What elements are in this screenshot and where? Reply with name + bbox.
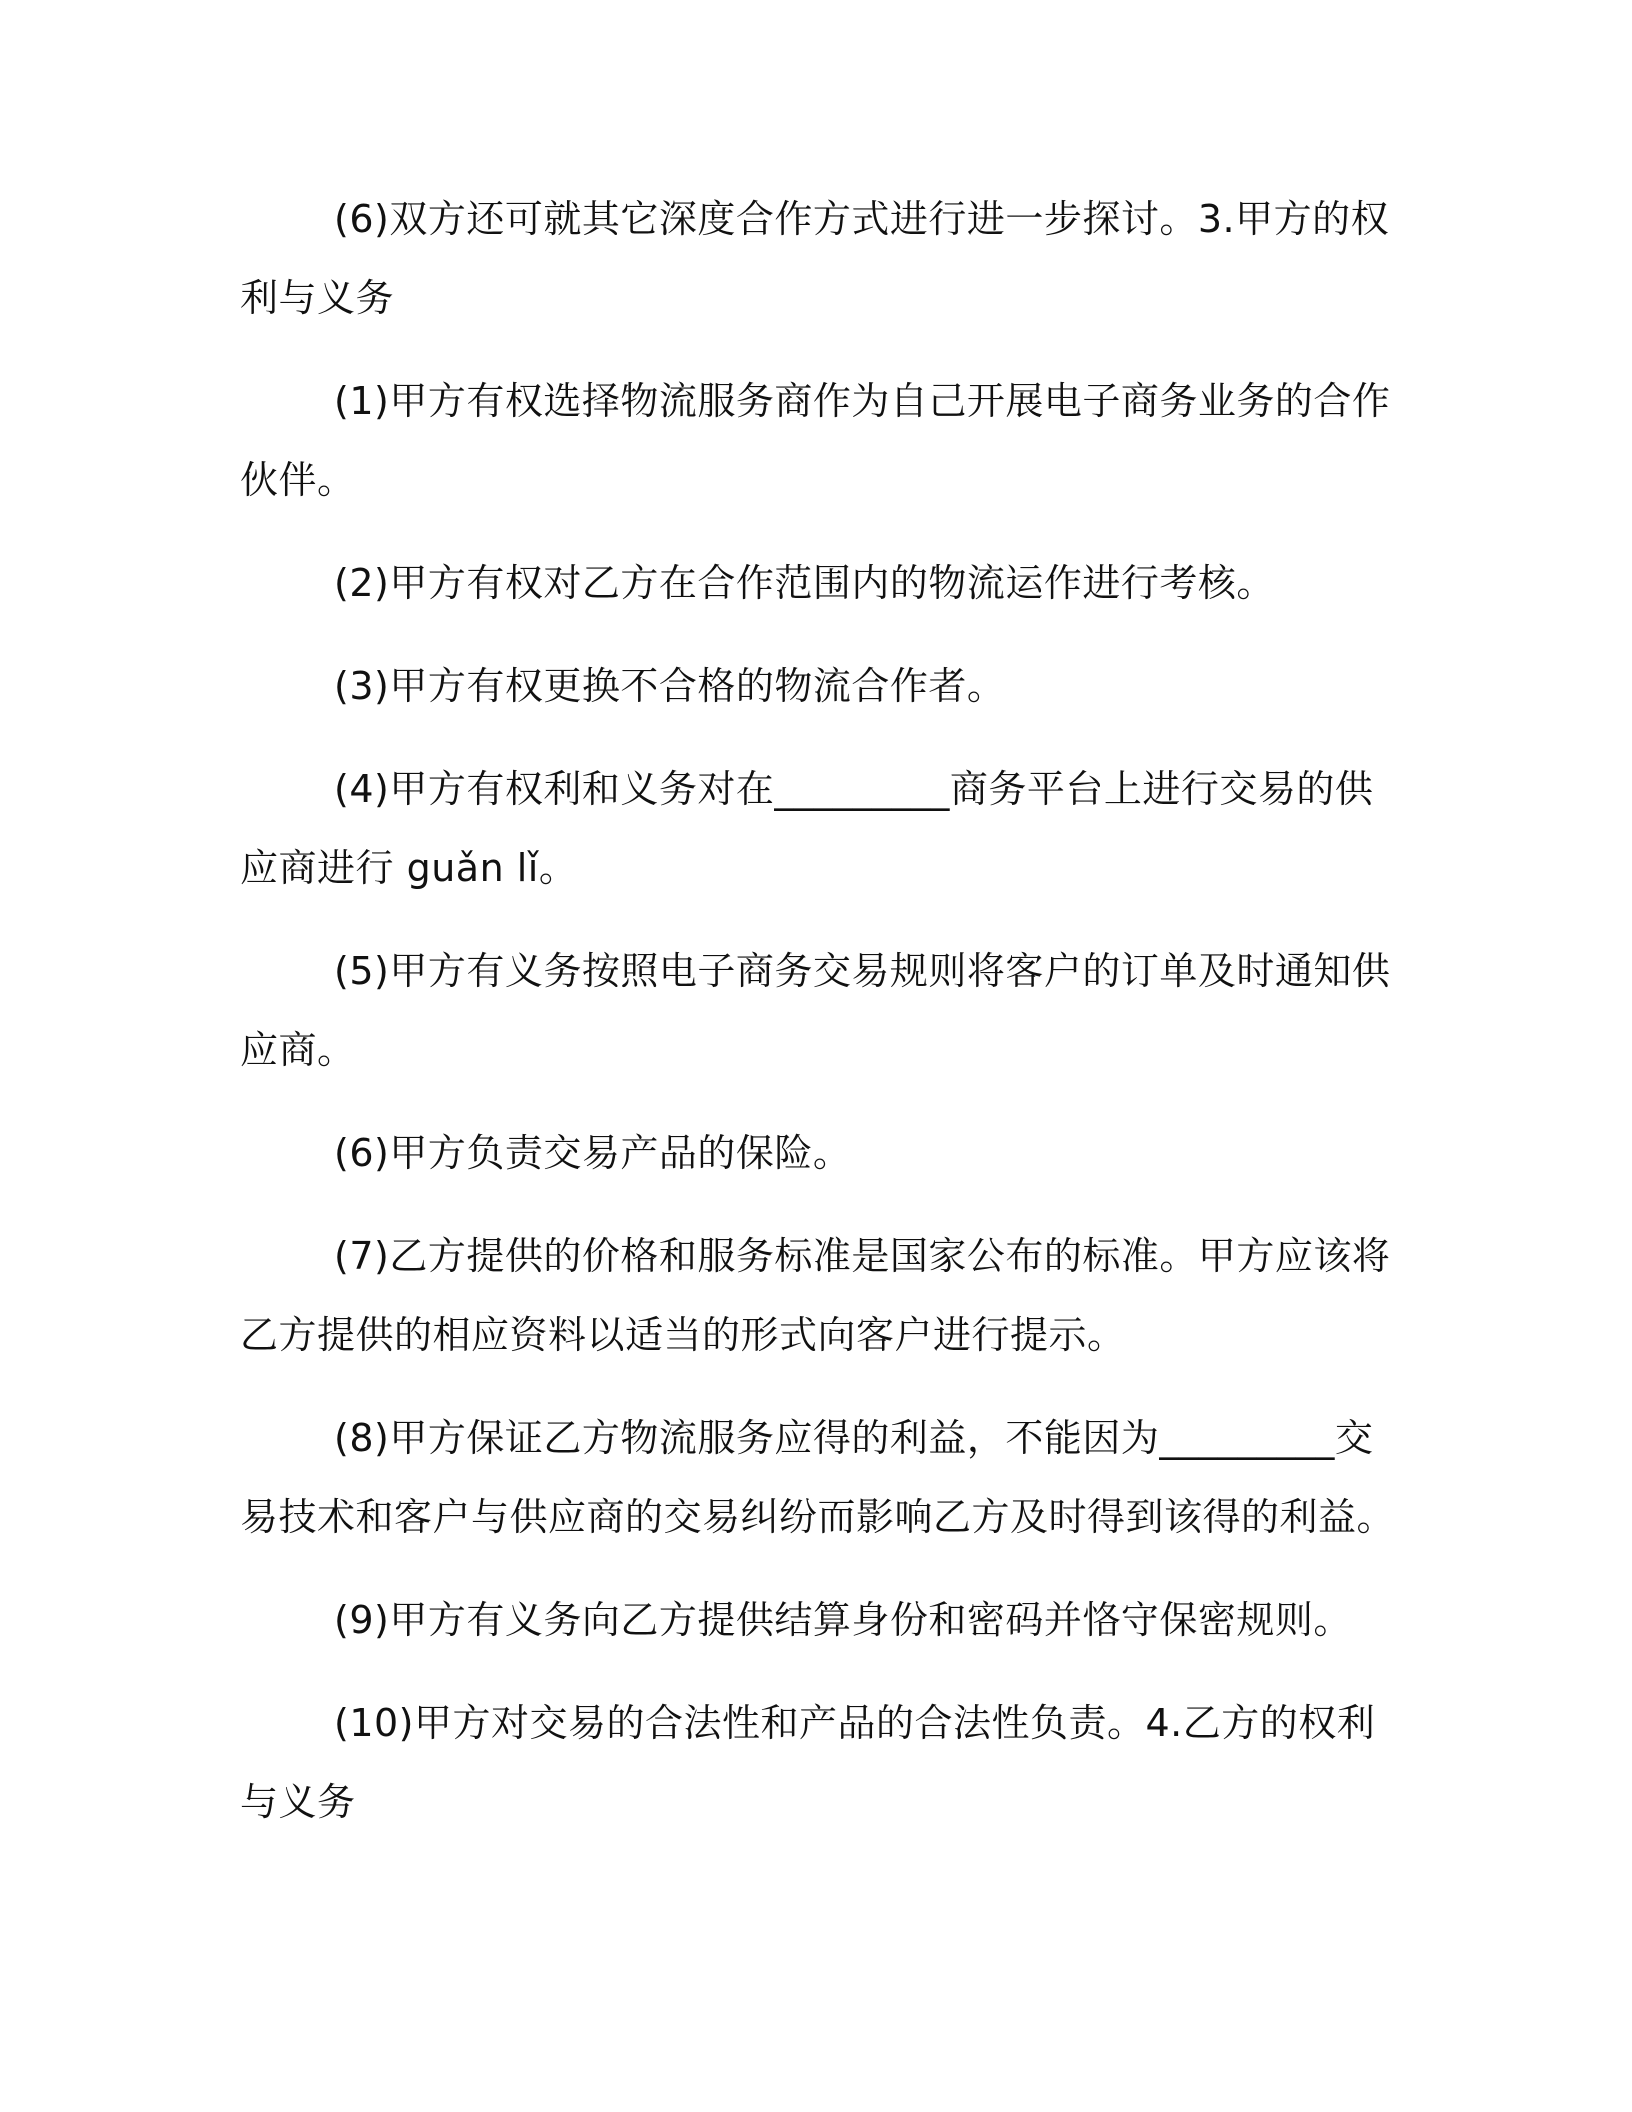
paragraph-cooperation-6: (6)双方还可就其它深度合作方式进行进一步探讨。3.甲方的权利与义务 xyxy=(240,197,1390,320)
paragraph-party-a-10: (10)甲方对交易的合法性和产品的合法性负责。4.乙方的权利与义务 xyxy=(240,1701,1376,1824)
paragraph-party-a-9: (9)甲方有义务向乙方提供结算身份和密码并恪守保密规则。 xyxy=(334,1598,1352,1642)
paragraph-party-a-7: (7)乙方提供的价格和服务标准是国家公布的标准。甲方应该将乙方提供的相应资料以适当的形式向客户进行提示。 xyxy=(240,1234,1391,1357)
paragraph-party-a-4: (4)甲方有权利和义务对在_________商务平台上进行交易的供应商进行 guǎn lǐ。 xyxy=(240,767,1374,890)
paragraph-party-a-8: (8)甲方保证乙方物流服务应得的利益，不能因为_________交易技术和客户与供应商的交易纠纷而影响乙方及时得到该得的利益。 xyxy=(240,1416,1396,1539)
paragraph-party-a-3: (3)甲方有权更换不合格的物流合作者。 xyxy=(334,664,1006,708)
document-body xyxy=(240,180,1400,1866)
paragraph-party-a-1: (1)甲方有权选择物流服务商作为自己开展电子商务业务的合作伙伴。 xyxy=(240,379,1391,502)
paragraph-party-a-6: (6)甲方负责交易产品的保险。 xyxy=(334,1131,852,1175)
paragraph-party-a-5: (5)甲方有义务按照电子商务交易规则将客户的订单及时通知供应商。 xyxy=(240,949,1391,1072)
paragraph-party-a-2: (2)甲方有权对乙方在合作范围内的物流运作进行考核。 xyxy=(334,561,1275,605)
